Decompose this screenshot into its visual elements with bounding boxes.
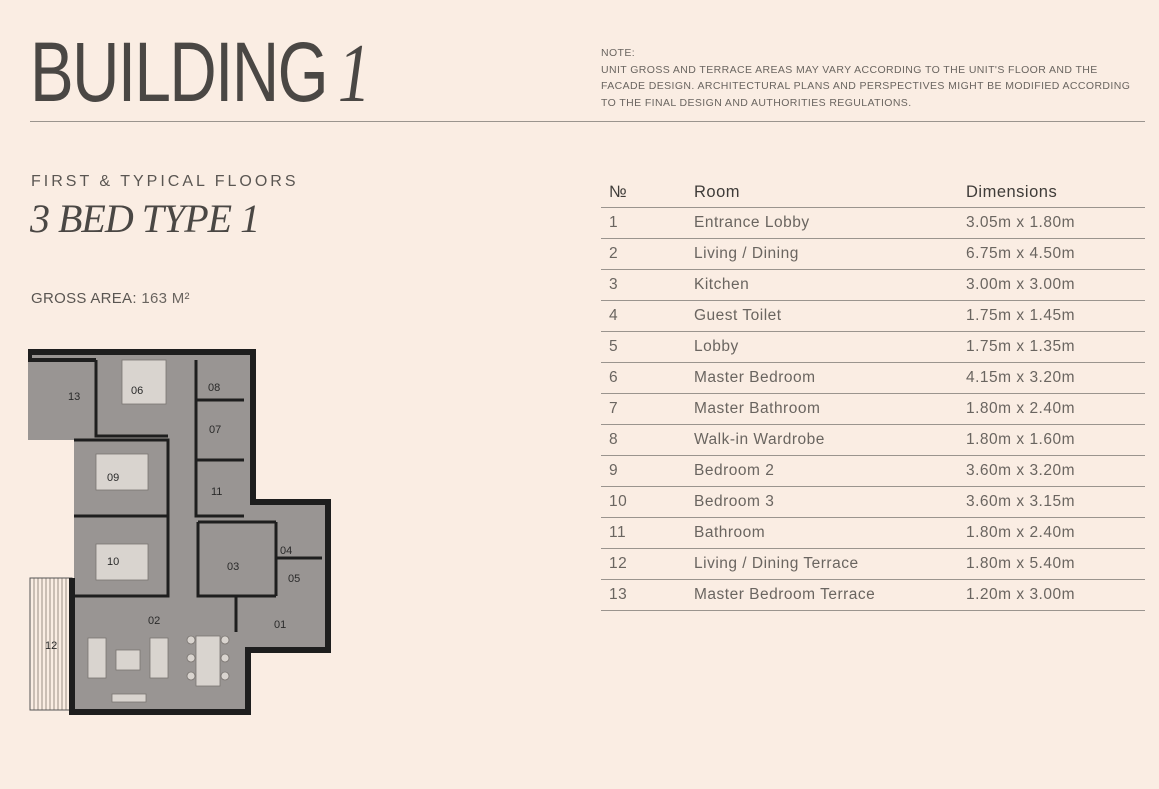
note-label: NOTE: [601, 47, 636, 59]
table-row [601, 549, 1145, 580]
note-line: UNIT GROSS AND TERRACE AREAS MAY VARY ACCORDING TO THE UNIT'S FLOOR AND THE [601, 63, 1098, 76]
cell-dimensions: 3.60m x 3.15m [966, 487, 1145, 518]
floors-subtitle: FIRST & TYPICAL FLOORS [31, 173, 299, 190]
gross-area-value: 163 M² [141, 290, 190, 307]
cell-number: 8 [601, 425, 694, 456]
page-title [30, 25, 370, 120]
plan-label-05: 05 [288, 573, 301, 585]
table-row [601, 456, 1145, 487]
plan-label-07: 07 [209, 424, 222, 436]
table-row [601, 208, 1145, 239]
cell-room: Living / Dining Terrace [694, 549, 966, 580]
unit-type-heading: 3 BED TYPE 1 [30, 196, 260, 241]
cell-dimensions: 1.80m x 2.40m [966, 394, 1145, 425]
note-line: FACADE DESIGN. ARCHITECTURAL PLANS AND PERSPECTIVES MIGHT BE MODIFIED ACCORDING [601, 80, 1131, 92]
cell-dimensions: 1.20m x 3.00m [966, 580, 1145, 611]
cell-number: 1 [601, 208, 694, 239]
cell-dimensions: 1.75m x 1.45m [966, 301, 1145, 332]
cell-room: Master Bedroom Terrace [694, 580, 966, 611]
cell-dimensions: 1.80m x 5.40m [966, 549, 1145, 580]
plan-label-13: 13 [68, 391, 81, 403]
cell-number: 2 [601, 239, 694, 270]
table-row [601, 332, 1145, 363]
table-row [601, 301, 1145, 332]
plan-label-06: 06 [131, 385, 144, 397]
plan-label-04: 04 [280, 545, 293, 557]
cell-room: Bathroom [694, 518, 966, 549]
plan-label-03: 03 [227, 561, 240, 573]
header-dimensions: Dimensions [966, 177, 1145, 208]
cell-room: Living / Dining [694, 239, 966, 270]
header-divider [30, 121, 1145, 122]
table-row [601, 270, 1145, 301]
cell-number: 3 [601, 270, 694, 301]
cell-number: 7 [601, 394, 694, 425]
cell-number: 5 [601, 332, 694, 363]
cell-dimensions: 1.75m x 1.35m [966, 332, 1145, 363]
gross-area-label: GROSS AREA: [31, 290, 137, 307]
table-row [601, 363, 1145, 394]
table-row [601, 580, 1145, 611]
title-number: 1 [337, 27, 370, 120]
plan-label-02: 02 [148, 615, 161, 627]
table-row [601, 394, 1145, 425]
table-header-row [601, 177, 1145, 208]
cell-number: 13 [601, 580, 694, 611]
plan-label-01: 01 [274, 619, 287, 631]
table-row [601, 518, 1145, 549]
plan-label-08: 08 [208, 382, 221, 394]
table-row [601, 425, 1145, 456]
header-room: Room [694, 177, 966, 208]
cell-room: Bedroom 3 [694, 487, 966, 518]
title-word: BUILDING [30, 25, 327, 119]
cell-room: Entrance Lobby [694, 208, 966, 239]
plan-label-11: 11 [211, 486, 223, 498]
plan-label-12: 12 [45, 640, 58, 652]
plan-label-10: 10 [107, 556, 120, 568]
cell-room: Bedroom 2 [694, 456, 966, 487]
plan-label-09: 09 [107, 472, 120, 484]
cell-dimensions: 1.80m x 1.60m [966, 425, 1145, 456]
cell-dimensions: 3.60m x 3.20m [966, 456, 1145, 487]
cell-room: Kitchen [694, 270, 966, 301]
cell-dimensions: 3.05m x 1.80m [966, 208, 1145, 239]
header-number: № [601, 177, 694, 208]
cell-number: 4 [601, 301, 694, 332]
rooms-table [601, 177, 1145, 611]
cell-number: 12 [601, 549, 694, 580]
cell-room: Master Bathroom [694, 394, 966, 425]
cell-dimensions: 3.00m x 3.00m [966, 270, 1145, 301]
note-line: TO THE FINAL DESIGN AND AUTHORITIES REGULATIONS. [601, 96, 912, 109]
cell-dimensions: 1.80m x 2.40m [966, 518, 1145, 549]
cell-number: 11 [601, 518, 694, 549]
note-block [601, 45, 1151, 111]
cell-number: 10 [601, 487, 694, 518]
cell-dimensions: 4.15m x 3.20m [966, 363, 1145, 394]
cell-number: 6 [601, 363, 694, 394]
table-row [601, 239, 1145, 270]
cell-number: 9 [601, 456, 694, 487]
gross-area [31, 290, 190, 307]
cell-room: Lobby [694, 332, 966, 363]
table-row [601, 487, 1145, 518]
cell-room: Guest Toilet [694, 301, 966, 332]
cell-room: Master Bedroom [694, 363, 966, 394]
floor-plan [0, 340, 340, 720]
cell-room: Walk-in Wardrobe [694, 425, 966, 456]
cell-dimensions: 6.75m x 4.50m [966, 239, 1145, 270]
